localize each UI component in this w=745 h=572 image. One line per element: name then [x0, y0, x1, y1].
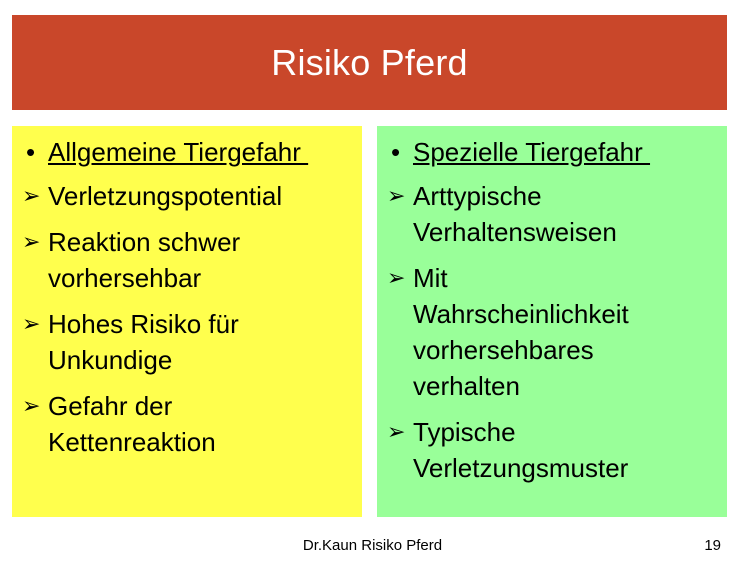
arrow-bullet-icon: ➢ — [22, 311, 41, 336]
title-bar — [12, 15, 727, 110]
right-item-text — [413, 178, 717, 250]
right-heading: Spezielle Tiergefahr — [413, 137, 651, 167]
left-item-text — [48, 178, 352, 214]
left-item — [22, 178, 352, 214]
item-line: vorhersehbar — [48, 263, 202, 293]
bullet-dot-icon: • — [26, 137, 36, 167]
item-line: Typische — [413, 417, 516, 447]
right-item — [387, 178, 717, 250]
right-panel-special-animal-hazard — [377, 126, 727, 517]
item-line: Reaktion schwer — [48, 227, 241, 257]
left-panel-general-animal-hazard — [12, 126, 362, 517]
bullet-dot-icon: • — [391, 137, 401, 167]
arrow-bullet-icon: ➢ — [387, 183, 406, 208]
arrow-bullet-icon: ➢ — [22, 393, 41, 418]
slide-title: Risiko Pferd — [271, 41, 468, 83]
left-item-text — [48, 388, 352, 460]
item-line: verhalten — [413, 371, 520, 401]
right-item — [387, 260, 717, 404]
left-item — [22, 224, 352, 296]
arrow-bullet-icon: ➢ — [387, 265, 406, 290]
arrow-bullet-icon: ➢ — [22, 229, 41, 254]
item-line: vorhersehbares — [413, 335, 594, 365]
left-item-text — [48, 306, 352, 378]
item-line: Verletzungspotential — [48, 181, 283, 211]
item-line: Wahrscheinlichkeit — [413, 299, 629, 329]
item-line: Hohes Risiko für — [48, 309, 239, 339]
page-number: 19 — [704, 537, 721, 554]
item-line: Arttypische — [413, 181, 542, 211]
right-item-text — [413, 260, 717, 404]
right-heading-row — [387, 136, 717, 168]
left-item — [22, 306, 352, 378]
item-line: Verhaltensweisen — [413, 217, 617, 247]
left-item — [22, 388, 352, 460]
right-item — [387, 414, 717, 486]
item-line: Verletzungsmuster — [413, 453, 629, 483]
arrow-bullet-icon: ➢ — [22, 183, 41, 208]
left-heading-row — [22, 136, 352, 168]
left-item-text — [48, 224, 352, 296]
item-line: Gefahr der — [48, 391, 173, 421]
item-line: Mit — [413, 263, 448, 293]
right-item-text — [413, 414, 717, 486]
slide-footer: Dr.Kaun Risiko Pferd — [302, 537, 443, 554]
item-line: Kettenreaktion — [48, 427, 216, 457]
arrow-bullet-icon: ➢ — [387, 419, 406, 444]
left-heading: Allgemeine Tiergefahr — [48, 137, 309, 167]
item-line: Unkundige — [48, 345, 173, 375]
